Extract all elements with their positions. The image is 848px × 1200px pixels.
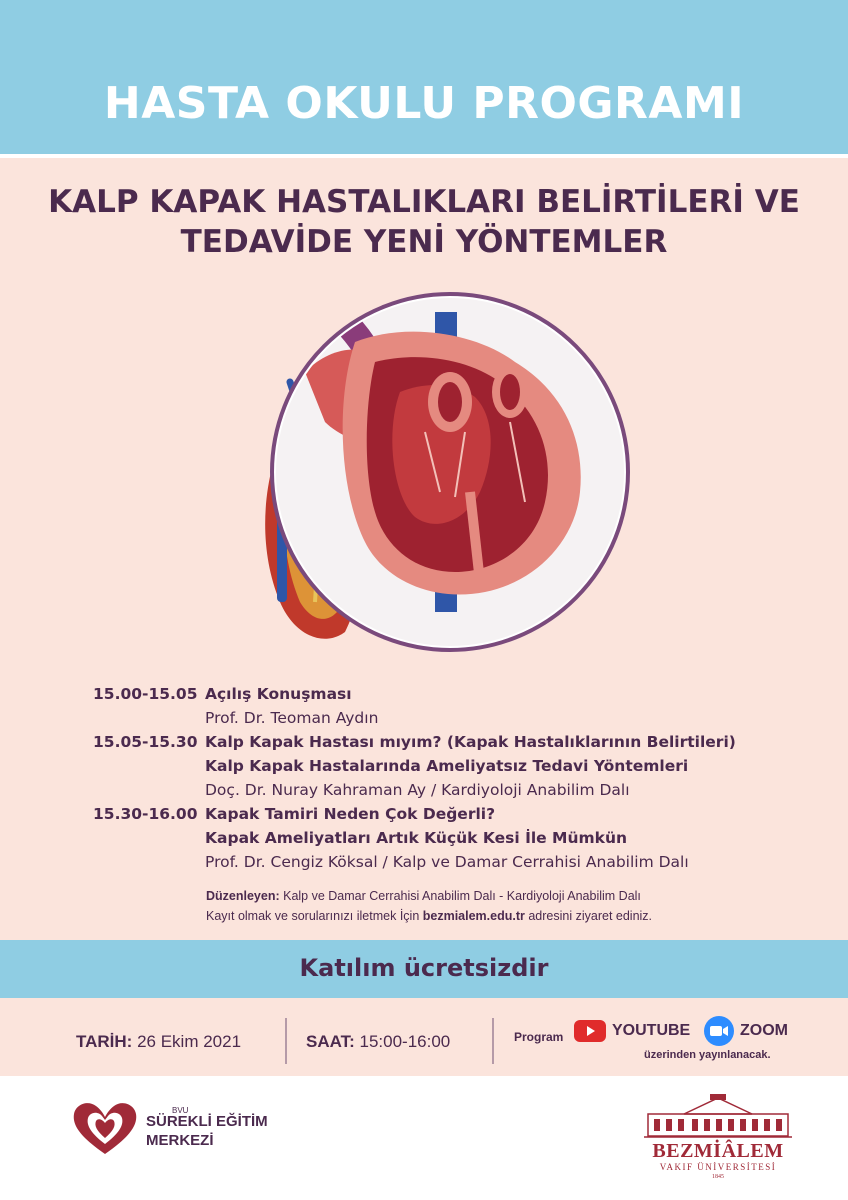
- zoom-icon[interactable]: [704, 1016, 734, 1046]
- program-label: Program: [514, 1030, 564, 1044]
- youtube-label[interactable]: YOUTUBE: [612, 1022, 691, 1039]
- schedule-item-1: [93, 682, 813, 730]
- register-suffix: adresini ziyaret ediniz.: [524, 909, 653, 923]
- youtube-icon[interactable]: [574, 1020, 606, 1042]
- register-line: [206, 906, 826, 926]
- organizer-value: Kalp ve Damar Cerrahisi Anabilim Dalı - Kardiyoloji Anabilim Dalı: [279, 889, 641, 903]
- schedule-time: 15.05-15.30: [93, 733, 198, 751]
- date-value: 26 Ekim 2021: [132, 1032, 242, 1051]
- sem-name-line2: MERKEZİ: [146, 1132, 214, 1149]
- event-title-line1: KALP KAPAK HASTALIKLARI BELİRTİLERİ VE: [48, 184, 800, 220]
- organizer-line: [206, 886, 826, 906]
- sem-bvu-text: BVU: [172, 1106, 189, 1115]
- schedule-topic: Kalp Kapak Hastası mıyım? (Kapak Hastalıklarının Belirtileri): [205, 733, 736, 751]
- schedule-speaker: Prof. Dr. Cengiz Köksal / Kalp ve Damar Cerrahisi Anabilim Dalı: [205, 853, 689, 871]
- schedule: [93, 682, 813, 874]
- schedule-time: 15.30-16.00: [93, 805, 198, 823]
- organizer-label: Düzenleyen:: [206, 889, 280, 903]
- schedule-speaker: Prof. Dr. Teoman Aydın: [205, 709, 379, 727]
- schedule-topic: Kapak Ameliyatları Artık Küçük Kesi İle Mümkün: [205, 829, 628, 847]
- time-label: SAAT:: [306, 1032, 355, 1051]
- schedule-item-2: [93, 730, 813, 802]
- schedule-time: 15.00-15.05: [93, 685, 198, 703]
- university-building-logo-icon: [644, 1094, 792, 1138]
- university-year: 1845: [712, 1174, 724, 1180]
- register-prefix: Kayıt olmak ve sorularınızı iletmek İçin: [206, 909, 423, 923]
- schedule-speaker: Doç. Dr. Nuray Kahraman Ay / Kardiyoloji Anabilim Dalı: [205, 781, 630, 799]
- event-notes: [206, 886, 826, 926]
- schedule-topic: Açılış Konuşması: [205, 685, 352, 703]
- header-divider: [0, 154, 848, 158]
- heart-illustration: [225, 282, 635, 682]
- sem-name-line1: SÜREKLİ EĞİTİM: [146, 1113, 268, 1130]
- event-title: [20, 182, 828, 262]
- sem-heart-logo-icon: [72, 1098, 138, 1158]
- schedule-topic: Kalp Kapak Hastalarında Ameliyatsız Tedavi Yöntemleri: [205, 757, 689, 775]
- date-info: [76, 1032, 241, 1052]
- event-title-line2: TEDAVİDE YENİ YÖNTEMLER: [180, 224, 668, 260]
- broadcast-text: üzerinden yayınlanacak.: [644, 1049, 771, 1061]
- info-divider: [492, 1018, 494, 1064]
- date-label: TARİH:: [76, 1032, 133, 1051]
- page-title: HASTA OKULU PROGRAMI: [103, 78, 745, 129]
- free-admission-text: Katılım ücretsizdir: [299, 954, 549, 982]
- info-divider: [285, 1018, 287, 1064]
- register-link[interactable]: bezmialem.edu.tr: [422, 909, 525, 923]
- schedule-topic: Kapak Tamiri Neden Çok Değerli?: [205, 805, 496, 823]
- schedule-item-3: [93, 802, 813, 874]
- zoom-label[interactable]: ZOOM: [740, 1022, 788, 1039]
- time-info: [306, 1032, 450, 1052]
- university-name: BEZMİÂLEM: [652, 1140, 784, 1162]
- university-subtitle: VAKIF ÜNİVERSİTESİ: [659, 1162, 777, 1172]
- time-value: 15:00-16:00: [354, 1032, 451, 1051]
